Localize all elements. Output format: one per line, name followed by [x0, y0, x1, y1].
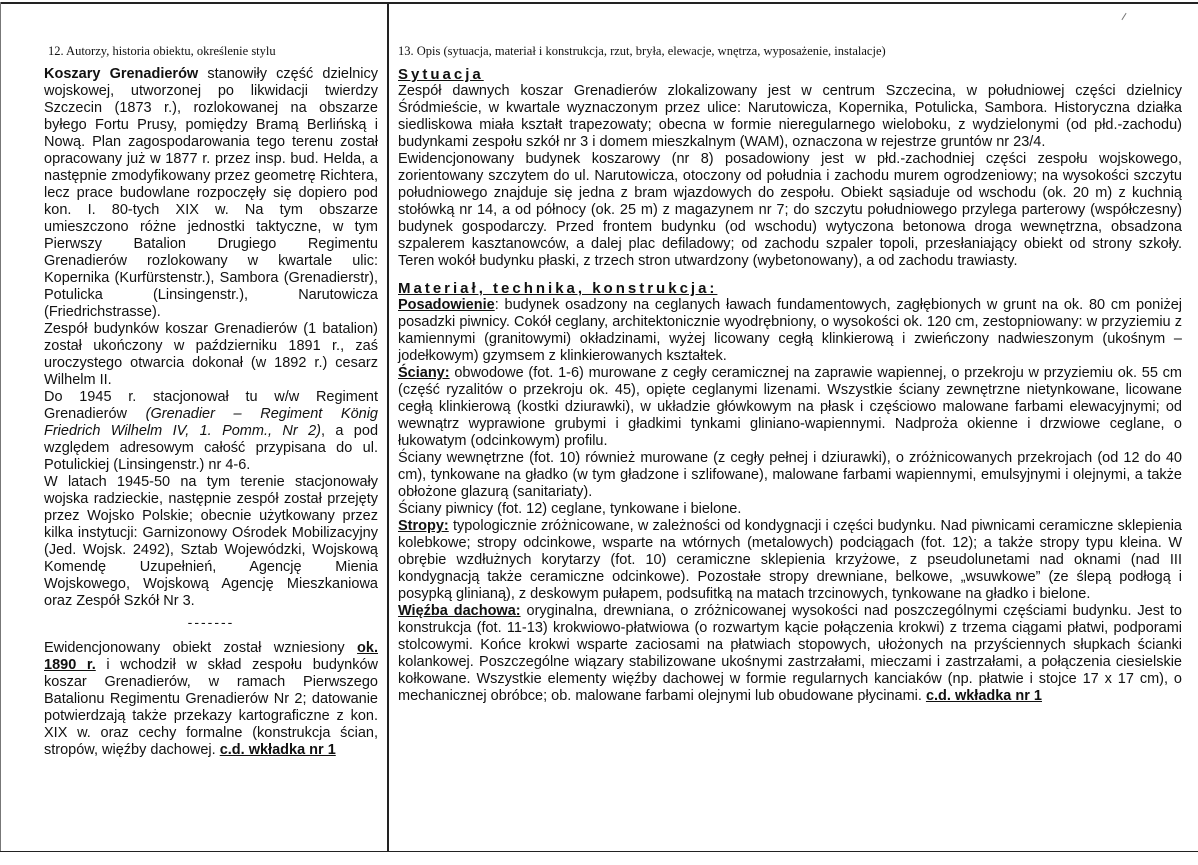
situation-paragraph-2: Ewidencjonowany budynek koszarowy (nr 8) posadowiony jest w płd.-zachodniej części zespołu wojskowego, zorientowany szczytem do ul. Narutowicza, otoczony od południa i zachodu murem ogrodzeniowy; na wysokości szczytu południowego znajduje się jedna z bram wjazdowych do zespołu. Obiekt sąsiaduje od wschodu (ok. 20 m) z kuchnią stołówką nr 14, a od północy (ok. 25 m) z magazynem nr 7; do szczytu południowego przylega parterowy (współczesny) budynek gospodarczy. Przed frontem budynku (od wschodu) wytyczona betonowa droga wewnętrzna, obsadzona szpalerem kasztanowców, a dalej plac defiladowy; od zachodu szpaler topoli, przesłaniający obiekt od strony szkoły. Teren wokół budynku płaski, z trzech stron utwardzony (wybetonowany), a od zachodu trawiasty.: [398, 151, 1182, 269]
history-paragraph-2: Zespół budynków koszar Grenadierów (1 batalion) został ukończony w październiku 1891 r., zaś uroczystego otwarcia dokonał (w 1892 r.) cesarz Wilhelm II.: [44, 321, 378, 388]
history-paragraph-1: [44, 66, 378, 321]
walls-label: Ściany:: [398, 365, 450, 381]
roof-truss-paragraph: [398, 603, 1182, 705]
walls-text: obwodowe (fot. 1-6) murowane z cegły ceramicznej na zaprawie wapiennej, o przekroju w przyziemiu ok. 55 cm (część ryzalitów o przekroju ok. 45), opięte ceglanymi lizenami. Wszystkie ściany zewnętrzne nietynkowane, licowane cegłą klinkierową (kostki dziurawki), w układzie główkowym na płask i częściowo malowane farbami elewacyjnymi; od wewnątrz wyprawione grubymi i gładkimi tynkami gliniano-wapiennymi. Nadproża okienne i drzwiowe ceglane, o łukowatym (odcinkowym) profilu.: [398, 365, 1182, 449]
basement-walls-paragraph: Ściany piwnicy (fot. 12) ceglane, tynkowane i bielone.: [398, 501, 742, 517]
history-paragraph-5: [44, 640, 378, 759]
top-border: [0, 2, 1198, 4]
section-12-header: 12. Autorzy, historia obiektu, określenie stylu: [48, 44, 276, 58]
regiment-name: (Grenadier – Regiment König Friedrich Wilhelm IV, 1. Pomm., Nr 2): [44, 406, 378, 439]
history-column: [44, 44, 378, 759]
history-paragraph-5-a: Ewidencjonowany obiekt został wzniesiony: [44, 640, 358, 656]
foundation-label: Posadowienie: [398, 297, 495, 313]
history-paragraph-3-a: Do 1945 r. stacjonował tu w/w Regiment Grenadierów: [44, 389, 378, 422]
situation-paragraph-1: Zespół dawnych koszar Grenadierów zlokalizowany jest w centrum Szczecina, w południowej części dzielnicy Śródmieście, w kwartale wyznaczonym przez ulice: Narutowicza, Kopernika, Potulicka, Sambora. Historyczna działka siedliskowa miała kształt trapezowaty; obecna w formie nieregularnego wieloboku, z wydzielonymi (od płd.-zachodu) budynkami zespołu szkół nr 3 i domem mieszkalnym (WAM), oznaczona w rejestrze gruntów nr 23/4.: [398, 83, 1182, 150]
construction-date: ok. 1890 r.: [44, 640, 378, 673]
bottom-border: [0, 851, 1198, 852]
ceilings-text: typologicznie zróżnicowane, w zależności od kondygnacji i części budynku. Nad piwnicami ceramiczne sklepienia kolebkowe; stropy odcinkowe, wsparte na wtórnych (metalowych) podciągach (fot. 12); a także stropy typu kleina. W obrębie wzdłużnych korytarzy (fot. 10) ceramiczne sklepienia krzyżowe, z pseudolunetami nad oknami (nad III kondygnacją także ceramiczne odcinkowe). Pozostałe stropy drewniane, belkowe, „wsuwkowe” (ze ślepą podłogą i posypką glinianą), z deskowym pułapem, podsufitką na matach trzcinowych, tynkowane na gładko i bielone.: [398, 518, 1182, 602]
situation-heading: Sytuacja: [398, 66, 484, 83]
roof-truss-text: oryginalna, drewniana, o zróżnicowanej wysokości nad poszczególnymi częściami budynku. Jest to konstrukcja (fot. 11-13) krokwiowo-płatwiowa (o rozwartym kącie połączenia krokwi) z trzema ciągami płatwi, podporami stolcowymi. Końce krokwi wsparte zaciosami na płatwiach stopowych, ułożonych na przyściennych słupkach ścianki kolankowej. Poszczególne wiązary stabilizowane ukośnymi zastrzałami, mieczami i zastrzałami, a połączenia ciesielskie kołkowane. Wszystkie elementy więźby dachowej w formie regularnych kanciaków (np. płatwie i stojce 17 x 17 cm), o mechanicznej obróbce; ob. malowane farbami olejnymi lub obudowane płycinami.: [398, 603, 1182, 704]
description-column: [398, 44, 1182, 705]
foundation-text: : budynek osadzony na ceglanych ławach fundamentowych, zagłębionych w grunt na ok. 80 cm poniżej posadzki piwnicy. Cokół ceglany, architektonicznie wyodrębniony, o wysokości ok. 120 cm, zestopniowany: w przyziemiu z kamiennymi (granitowymi) okładzinami, wyżej licowany cegłą klinkierową i zwieńczony nadwieszonym (ukośnym – jodełkowym) gzymsem z klinkierowanych kształtek.: [398, 297, 1182, 364]
section-13-header: 13. Opis (sytuacja, materiał i konstrukcja, rzut, bryła, elewacje, wnętrza, wyposażenie, instalacje): [398, 44, 886, 58]
barracks-name: Koszary Grenadierów: [44, 66, 199, 82]
material-heading: Materiał, technika, konstrukcja:: [398, 280, 718, 297]
spacer: [398, 270, 1182, 280]
history-paragraph-3-b: , a pod względem adresowym całość przypisana do ul. Potulickiej (Linsingenstr.) nr 4-6.: [44, 423, 379, 473]
ceilings-label: Stropy:: [398, 518, 449, 534]
history-paragraph-4: W latach 1945-50 na tym terenie stacjonowały wojska radzieckie, następnie zespół został przejęty przez Wojsko Polskie; obecnie użytkowany przez kilka instytucji: Garnizonowy Ośrodek Mobilizacyjny (Jed. Wojsk. 2492), Sztab Wojewódzki, Wojskową Komendę Uzupełnień, Agencję Mienia Wojskowego, Wojskową Agencję Mieszkaniowa oraz Zespół Szkół Nr 3.: [44, 474, 378, 609]
continuation-ref-right: c.d. wkładka nr 1: [925, 688, 1042, 704]
foundation-paragraph: [398, 297, 1182, 365]
walls-paragraph: [398, 365, 1182, 450]
interior-walls-paragraph: Ściany wewnętrzne (fot. 10) również murowane (z cegły pełnej i dziurawki), o zróżnicowanych przekrojach (od 12 do 40 cm), tynkowane na gładko (w tym gładzone i szlifowane), malowane farbami wapiennymi, emulsyjnymi i olejnymi, a także obłożone glazurą (sanitariaty).: [398, 450, 1182, 500]
history-paragraph-5-b: i wchodził w skład zespołu budynków koszar Grenadierów, w ramach Pierwszego Batalionu Regimentu Grenadierów Nr 2; datowanie potwierdzają także przekazy kartograficzne z kon. XIX w. oraz cechy formalne (konstrukcja ścian, stropów, więźby dachowej.: [44, 657, 378, 758]
continuation-ref-left: c.d. wkładka nr 1: [219, 742, 336, 758]
ceilings-paragraph: [398, 518, 1182, 603]
separator: -------: [187, 614, 235, 630]
roof-truss-label: Więźba dachowa:: [398, 603, 521, 619]
history-paragraph-3: [44, 389, 378, 474]
history-paragraph-1-text: stanowiły część dzielnicy wojskowej, utworzonej po likwidacji twierdzy Szczecin (1873 r.), rozlokowanej na obszarze byłego Fortu Prusy, pomiędzy Bramą Berlińską i Nową. Plan zagospodarowania tego terenu został opracowany już w 1877 r. przez insp. bud. Helda, a następnie zmodyfikowany przez geometrę Richtera, lecz prace budowlane rozpoczęły się dopiero pod kon. I. 80-tych XIX w. Na tym obszarze umieszczono różne jednostki taktyczne, w tym Pierwszy Batalion Drugiego Regimentu Grenadierów rozlokowany w kwartale ulic: Kopernika (Kurfürstenstr.), Sambora (Grenadierstr), Potulicka (Linsingenstr.), Narutowicza (Friedrichstrasse).: [44, 66, 378, 320]
pen-mark: [1121, 13, 1126, 20]
left-border: [0, 2, 1, 852]
column-divider: [387, 2, 389, 852]
